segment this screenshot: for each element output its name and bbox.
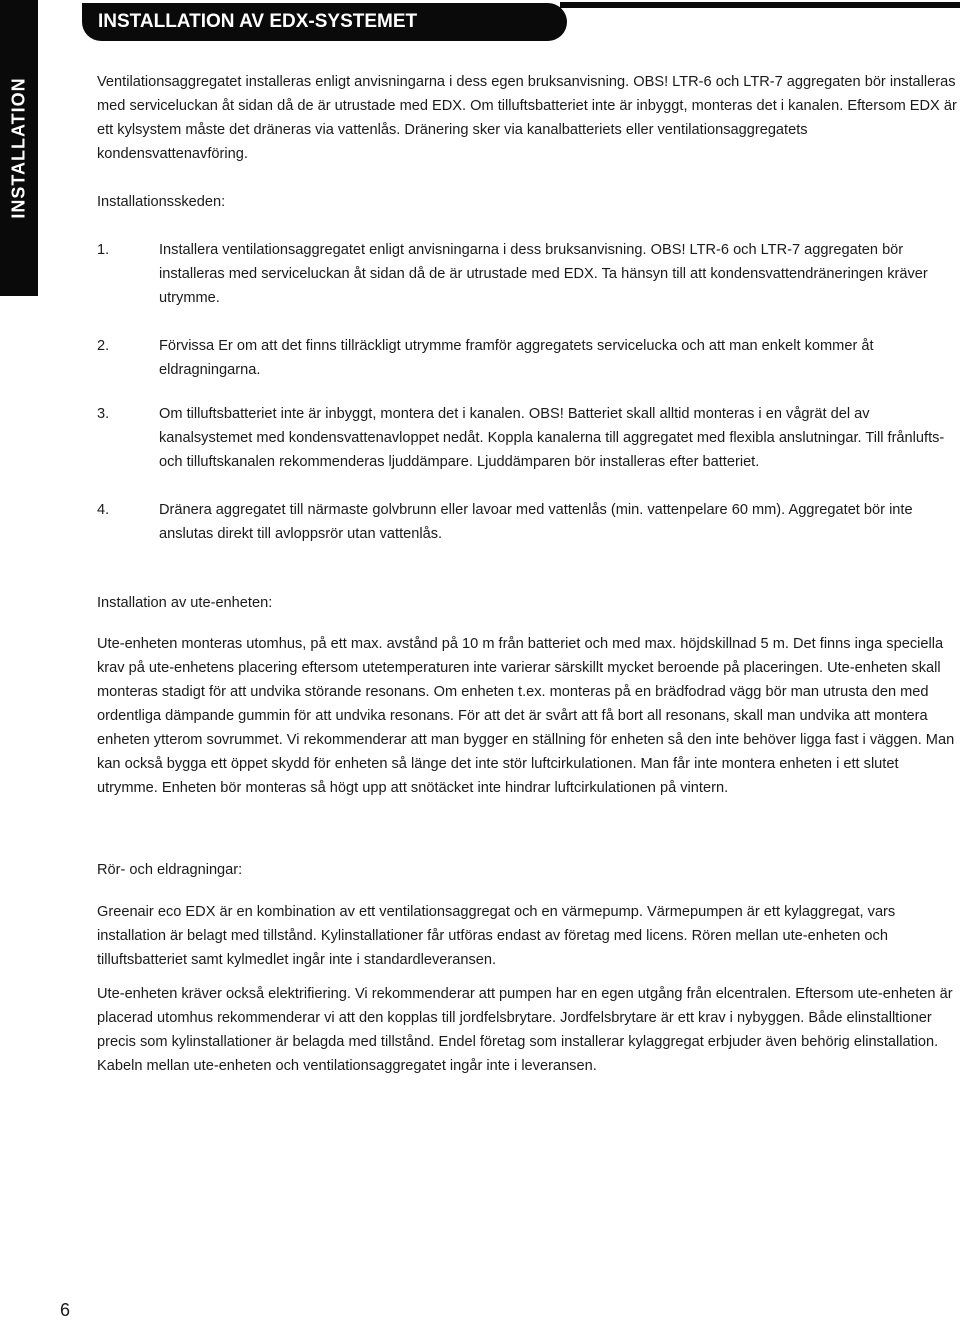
step-number: 1.: [97, 242, 110, 258]
piping-paragraph-1: Greenair eco EDX är en kombination av ett ventilationsaggregat och en värmepump. Värmepumpen är ett kylaggregat, vars installation är belagt med tillstånd. Kylinstallationer får utföras endast av företag med licens. Rören mellan ute-enheten och tilluftsbatteriet samt kylmedlet ingår inte i standardleveransen.: [97, 904, 896, 968]
page-title: INSTALLATION AV EDX-SYSTEMET: [98, 11, 418, 32]
piping-paragraph-2: Ute-enheten kräver också elektrifiering. Vi rekommenderar att pumpen har en egen utgång från elcentralen. Eftersom ute-enheten är placerad utomhus rekommenderar vi att den kopplas till jordfelsbrytare. Jordfelsbrytare är ett krav i nybyggen. Både elinstalltioner precis som kylinstallationer är belagda med tillstånd. Endel företag som installerar kylaggregat erbjuder även behörig elinstallation. Kabeln mellan ute-enheten och ventilationsaggregatet ingår inte i leveransen.: [97, 986, 953, 1074]
step-text: Installera ventilationsaggregatet enligt anvisningarna i dess bruksanvisning. OBS! LTR-6 och LTR-7 aggregaten bör installeras med serviceluckan åt sidan då de är utrustade med EDX. Ta hänsyn till att kondensvattendräneringen kräver utrymme.: [159, 242, 928, 306]
outdoor-heading: Installation av ute-enheten:: [97, 595, 273, 611]
step-text: Förvissa Er om att det finns tillräckligt utrymme framför aggregatets servicelucka och att man enkelt kommer åt eldragningarna.: [159, 338, 874, 378]
step-number: 2.: [97, 338, 110, 354]
header-rule: [560, 2, 960, 8]
side-tab-label: INSTALLATION: [8, 77, 29, 219]
page-number: 6: [60, 1300, 71, 1320]
stages-heading: Installationsskeden:: [97, 194, 226, 210]
section-header: [82, 3, 567, 41]
outdoor-paragraph: Ute-enheten monteras utomhus, på ett max. avstånd på 10 m från batteriet och med max. höjdskillnad 5 m. Det finns inga speciella krav på ute-enhetens placering eftersom utetemperaturen inte varierar särskillt mycket beroende på placeringen. Ute-enheten skall monteras stadigt för att undvika störande resonans. Om enheten t.ex. monteras på en brädfodrad vägg bör man utrusta den med ordentliga dämpande gummin för att undvika resonans. För att det är svårt att få bort all resonans, skall man undvika att montera enheten ytterom sovrummet. Vi rekommenderar att man bygger en ställning för enheten så den inte behöver ligga fast i väggen. Man kan också bygga ett öppet skydd för enheten så länge det inte stör luftcirkulationen. Man får inte montera enheten i ett slutet utrymme. Enheten bör monteras så högt upp att snötäcket inte hindrar luftcirkulationen på vintern.: [97, 636, 955, 796]
piping-heading: Rör- och eldragningar:: [97, 862, 243, 878]
side-section-tab: [0, 0, 38, 296]
step-number: 3.: [97, 406, 110, 422]
intro-paragraph: Ventilationsaggregatet installeras enligt anvisningarna i dess egen bruksanvisning. OBS! LTR-6 och LTR-7 aggregaten bör installeras med serviceluckan åt sidan då de är utrustade med EDX. Om tilluftsbatteriet inte är inbyggt, monteras det i kanalen. Eftersom EDX är ett kylsystem måste det dräneras via vattenlås. Dränering sker via kanalbatteriets eller ventilationsaggregatets kondensvattenavföring.: [97, 74, 957, 162]
step-text: Dränera aggregatet till närmaste golvbrunn eller lavoar med vattenlås (min. vattenpelare 60 mm). Aggregatet bör inte anslutas direkt till avloppsrör utan vattenlås.: [159, 502, 913, 542]
step-number: 4.: [97, 502, 110, 518]
step-text: Om tilluftsbatteriet inte är inbyggt, montera det i kanalen. OBS! Batteriet skall alltid monteras i en vågrät del av kanalsystemet med kondensvattenavloppet nedåt. Koppla kanalerna till aggregatet med flexibla anslutningar. Till frånlufts- och tilluftskanalen rekommenderas ljuddämpare. Ljuddämparen bör installeras efter batteriet.: [159, 406, 945, 470]
